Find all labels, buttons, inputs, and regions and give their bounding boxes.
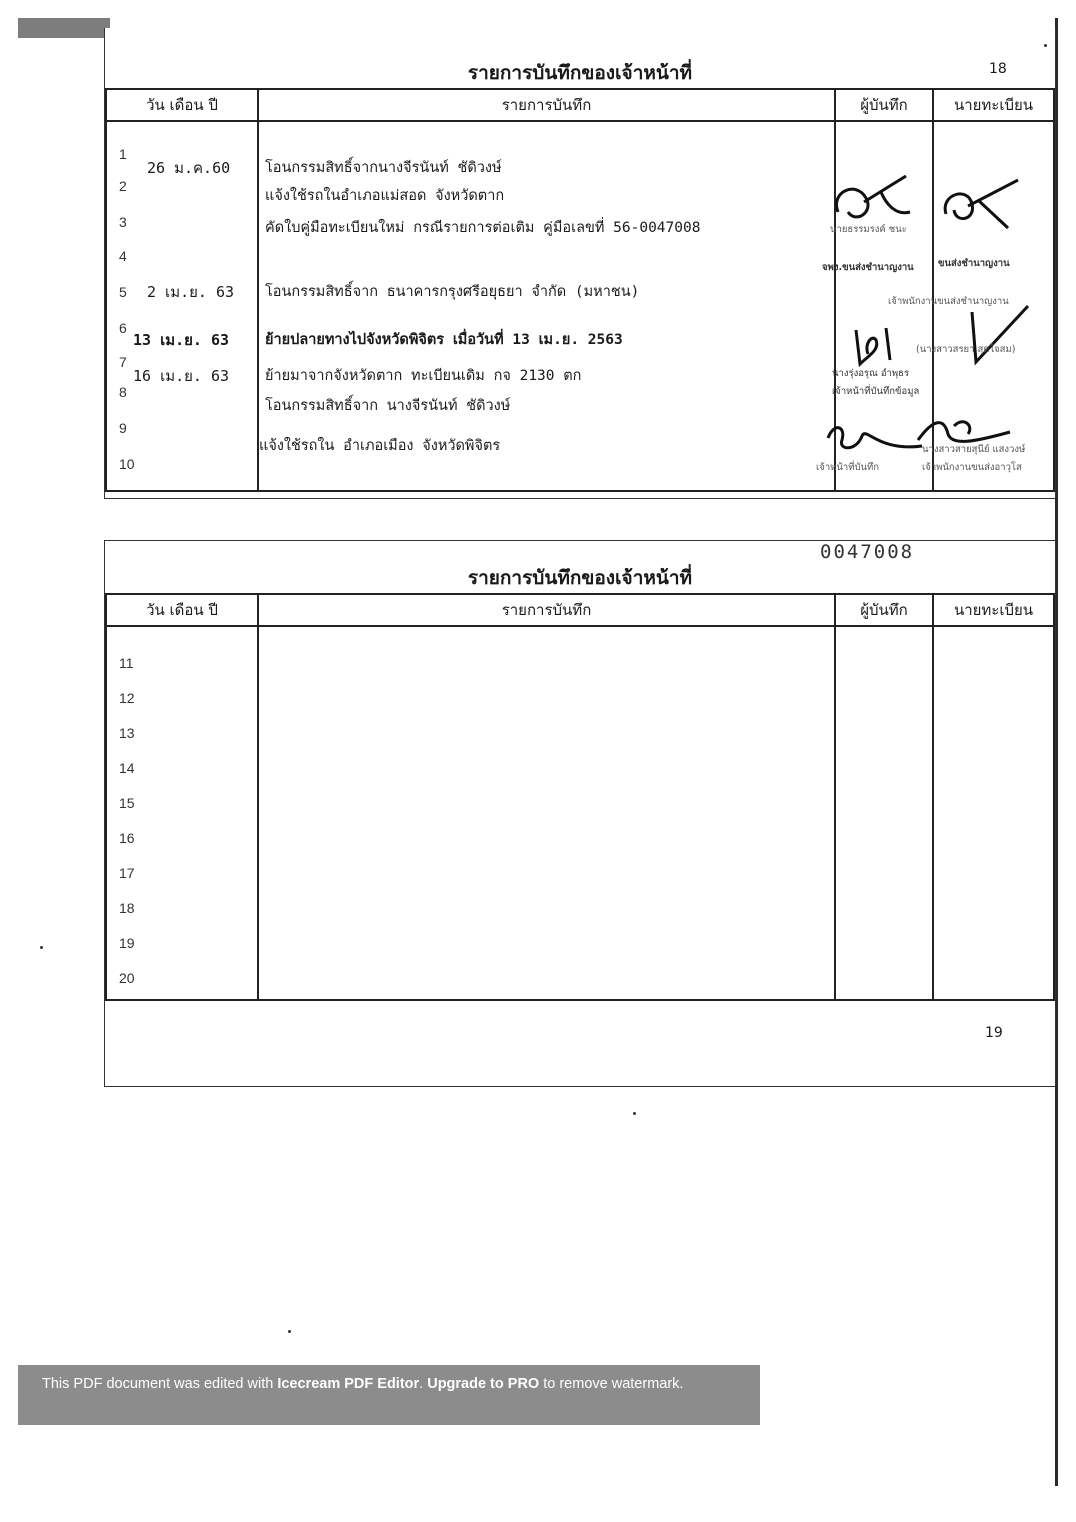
line-number: 13: [119, 725, 135, 741]
stamp-text: จพง.ขนส่งชำนาญงาน: [822, 262, 914, 273]
watermark-text: .: [419, 1376, 428, 1392]
entry-date: 2 เม.ย. 63: [147, 283, 235, 301]
page-number: 18: [989, 61, 1007, 77]
page-number: 19: [985, 1025, 1003, 1041]
entry-date: 16 เม.ย. 63: [133, 367, 230, 385]
watermark-upgrade: Upgrade to PRO: [427, 1376, 540, 1392]
header-date: วัน เดือน ปี: [106, 89, 258, 121]
line-number: 3: [119, 214, 127, 230]
entry-text: โอนกรรมสิทธิ์จาก นางจีรนันท์ ชัดิวงษ์: [265, 398, 511, 414]
line-number: 12: [119, 690, 135, 706]
stamp-text: นายธรรมรงค์ ชนะ: [830, 224, 907, 235]
line-number: 9: [119, 420, 127, 436]
line-number: 2: [119, 178, 127, 194]
watermark-product: Icecream PDF Editor: [277, 1376, 420, 1392]
header-entry: รายการบันทึก: [258, 594, 835, 626]
header-registrar: นายทะเบียน: [933, 594, 1054, 626]
stamp-text: เจ้าพนักงานขนส่งอาวุโส: [922, 462, 1022, 473]
entry-text: โอนกรรมสิทธิ์จาก ธนาคารกรุงศรีอยุธยา จำกัด (มหาชน): [265, 284, 640, 300]
line-number: 17: [119, 865, 135, 881]
entry-text: คัดใบคู่มือทะเบียนใหม่ กรณีรายการต่อเติม คู่มือเลขที่ 56-0047008: [265, 220, 701, 236]
header-date: วัน เดือน ปี: [106, 594, 258, 626]
line-number: 11: [119, 655, 134, 671]
stamp-text: ขนส่งชำนาญงาน: [938, 258, 1010, 269]
line-number: 1: [119, 146, 127, 162]
registrar-signature-2: [942, 302, 1032, 372]
record-table: [105, 88, 1055, 492]
stamp-text: (นางสาวสรยา สุดใจสม): [916, 344, 1016, 355]
entry-text: โอนกรรมสิทธิ์จากนางจีรนันท์ ชัดิวงษ์: [265, 160, 502, 176]
scan-speck: [288, 1330, 291, 1333]
recorder-column: [835, 626, 933, 1000]
scan-speck: [633, 1112, 636, 1115]
watermark-text: to remove watermark.: [539, 1376, 684, 1392]
record-page-18: [104, 28, 1056, 499]
line-number: 6: [119, 320, 127, 336]
stamp-text: เจ้าพนักงานขนส่งชำนาญงาน: [888, 296, 1009, 307]
entry-text: แจ้งใช้รถใน อำเภอเมือง จังหวัดพิจิตร: [259, 438, 501, 454]
header-entry: รายการบันทึก: [258, 89, 835, 121]
header-registrar: นายทะเบียน: [933, 89, 1054, 121]
serial-fragment: 0047008: [820, 541, 915, 563]
page-title: รายการบันทึกของเจ้าหน้าที่: [467, 567, 693, 589]
entry-text: ย้ายมาจากจังหวัดตาก ทะเบียนเดิม กจ 2130 ตก: [265, 368, 582, 384]
scan-corner-tab: [18, 18, 110, 38]
header-recorder: ผู้บันทึก: [835, 89, 933, 121]
line-number: 14: [119, 760, 135, 776]
pdf-editor-watermark: [18, 1365, 760, 1425]
line-number: 16: [119, 830, 135, 846]
entry-text: แจ้งใช้รถในอำเภอแม่สอด จังหวัดตาก: [265, 188, 505, 204]
entry-date: 13 เม.ย. 63: [133, 331, 230, 349]
stamp-text: นางรุ่งอรุณ อำพุธร: [832, 368, 910, 379]
line-number: 15: [119, 795, 135, 811]
line-number: 8: [119, 384, 127, 400]
line-number: 4: [119, 248, 127, 264]
line-number: 10: [119, 456, 135, 472]
line-number: 20: [119, 970, 135, 986]
entry-column: [258, 626, 835, 1000]
scan-speck: [1044, 44, 1047, 47]
watermark-text: This PDF document was edited with: [42, 1376, 278, 1392]
stamp-text: เจ้าหน้าที่บันทึก: [816, 462, 880, 473]
entry-text: ย้ายปลายทางไปจังหวัดพิจิตร เมื่อวันที่ 13 เม.ย. 2563: [265, 332, 623, 348]
registrar-column: [888, 121, 1054, 491]
line-number: 18: [119, 900, 135, 916]
record-page-19: [104, 540, 1056, 1087]
entry-date: 26 ม.ค.60: [147, 159, 231, 177]
date-column: [106, 121, 258, 491]
recorder-signature-2: [846, 320, 926, 370]
stamp-text: เจ้าหน้าที่บันทึกข้อมูล: [832, 386, 920, 397]
stamp-text: นางสาวสายสุนีย์ แสงวงษ์: [922, 444, 1026, 455]
line-number: 7: [119, 354, 127, 370]
date-column: [106, 626, 258, 1000]
record-table: [105, 593, 1055, 1001]
entry-column: [258, 121, 835, 491]
scan-speck: [40, 946, 43, 949]
line-number: 19: [119, 935, 135, 951]
registrar-signature-1: [938, 176, 1028, 232]
line-number: 5: [119, 284, 127, 300]
registrar-column: [933, 626, 1054, 1000]
page-title: รายการบันทึกของเจ้าหน้าที่: [467, 62, 693, 84]
header-recorder: ผู้บันทึก: [835, 594, 933, 626]
